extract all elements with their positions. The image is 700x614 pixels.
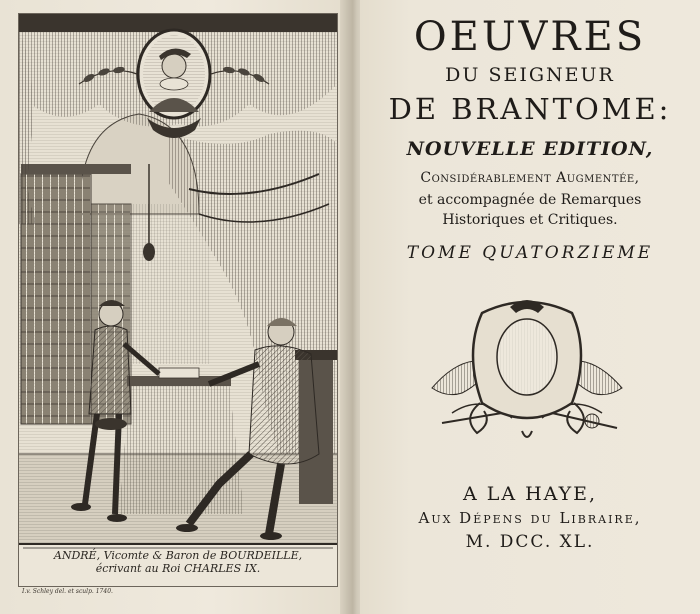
main-title: OEUVRES xyxy=(413,14,647,60)
engraver-credit: I.v. Schley del. et sculp. 1740. xyxy=(22,588,113,595)
augmented-line: Considérablement Augmentée, xyxy=(420,170,640,186)
place-of-publication: A LA HAYE, xyxy=(462,483,598,505)
volume-line: TOME QUATORZIEME xyxy=(406,243,654,263)
publication-year: M. DCC. XL. xyxy=(465,532,595,552)
author-name: DE BRANTOME: xyxy=(388,92,672,126)
accompanied-line: et accompagnée de Remarques xyxy=(418,192,642,208)
frontispiece-engraving xyxy=(19,14,337,586)
caption-line-1: ANDRÉ, Vicomte & Baron de BOURDEILLE, xyxy=(53,549,303,562)
historical-line: Historiques et Critiques. xyxy=(442,212,618,228)
printer-device-vignette xyxy=(422,293,632,453)
engraving-plate xyxy=(18,13,338,587)
edition-line: NOUVELLE EDITION, xyxy=(406,138,654,160)
publisher-line: Aux Dépens du Libraire, xyxy=(418,509,642,527)
plate-caption xyxy=(19,549,337,575)
right-page-title xyxy=(360,0,700,614)
du-seigneur-line: DU SEIGNEUR xyxy=(445,64,615,86)
caption-line-2: écrivant au Roi CHARLES IX. xyxy=(95,562,261,575)
